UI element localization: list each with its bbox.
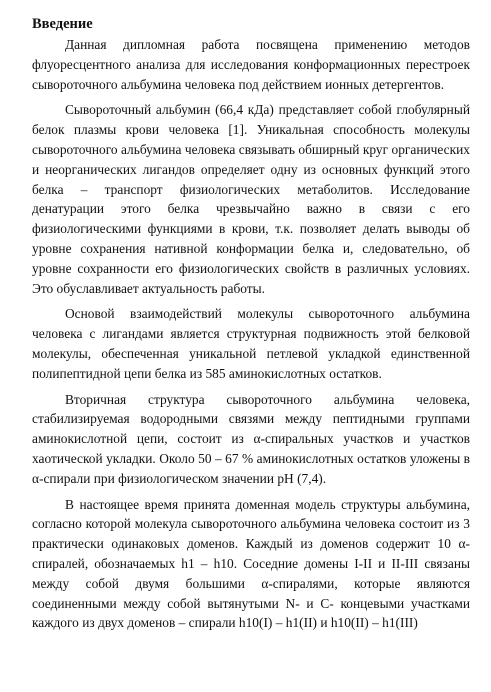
paragraph-3: Основой взаимодействий молекулы сывороточного альбумина человека с лигандами является структурная подвижность этой белковой молекулы, обеспеченная уникальной петлевой укладкой единственной полипептидной цепи белка из 585 аминокислотных остатков. [32, 306, 470, 381]
document-body [32, 14, 470, 639]
paragraph-5: В настоящее время принята доменная модель структуры альбумина, согласно которой молекула сывороточного альбумина человека состоит из 3 практически одинаковых доменов. Каждый из доменов содержит 10 α-спиралей, обозначаемых h1 – h10. Соседние домены I-II и II-III связаны между собой двумя большими α-спиралями, которые являются соединенными между собой вытянутыми N- и C- концевыми участками каждого из двух доменов – спирали h10(I) – h1(II) и h10(II) – h1(III) [32, 496, 470, 631]
paragraph-1: Данная дипломная работа посвящена применению методов флуоресцентного анализа для исследования конформационных перестроек сывороточного альбумина человека под действием ионных детергентов. [32, 37, 470, 92]
paragraph-4: Вторичная структура сывороточного альбумина человека, стабилизируемая водородными связями между пептидными группами аминокислотной цепи, состоит из α-спиральных участков и участков хаотической укладки. Около 50 – 67 % аминокислотных остатков уложены в α-спирали при физиологическом значении pH (7,4). [32, 391, 470, 486]
paragraph-2: Сывороточный альбумин (66,4 кДа) представляет собой глобулярный белок плазмы крови человека [1]. Уникальная способность молекулы сывороточного альбумина человека связывать обширный круг органических и неорганических лигандов определяет одну из основных функций этого белка – транспорт физиологических метаболитов. Исследование денатурации этого белка чрезвычайно важно в связи с его физиологическими функциями в крови, т.к. позволяет делать выводы об уровне сохранения нативной конформации белка и, следовательно, об уровне сохранности его физиологических свойств в различных условиях. Это обуславливает актуальность работы. [32, 102, 470, 296]
section-heading: Введение [32, 16, 93, 32]
